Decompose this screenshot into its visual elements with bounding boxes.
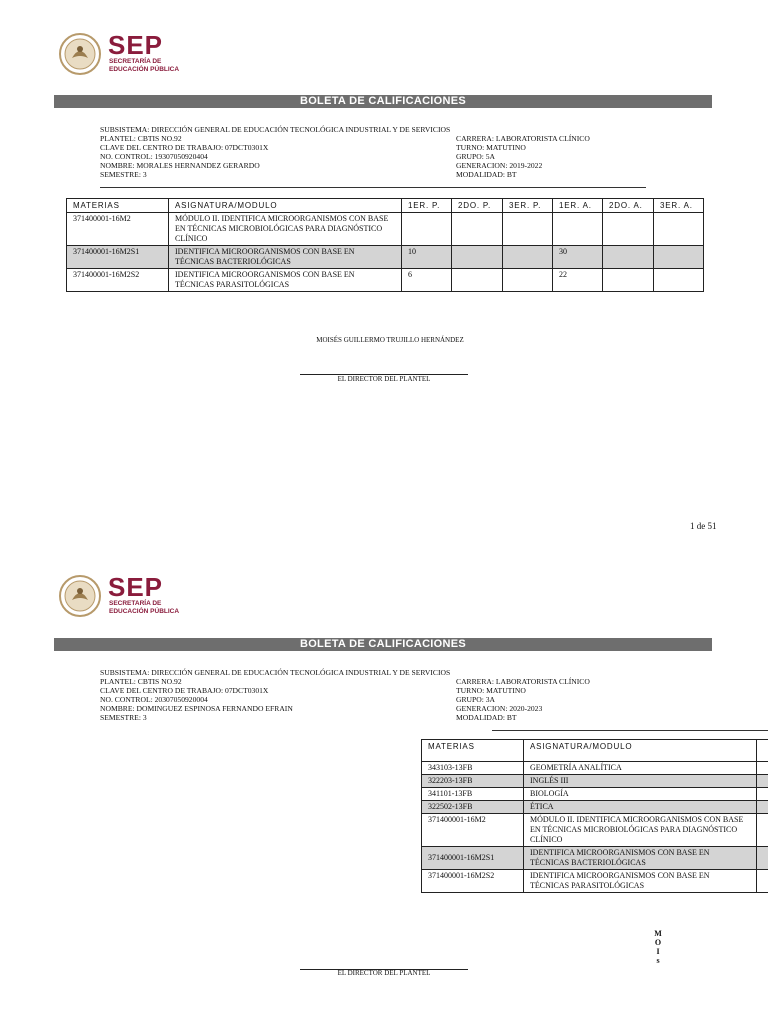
student-info-right	[456, 677, 590, 722]
no-control: NO. CONTROL: 19307050920404	[100, 152, 208, 161]
table-row: 322203-13FB INGLÉS III	[422, 775, 768, 788]
col-header: MATERIAS	[67, 199, 169, 213]
semestre: SEMESTRE: 3	[100, 713, 147, 722]
col-header: 3ER. P.	[503, 199, 553, 213]
col-header: 1ER. A.	[553, 199, 603, 213]
table-row: 371400001-16M2 MÓDULO II. IDENTIFICA MICROORGANISMOS CON BASE EN TÉCNICAS MICROBIOLÓGICAS PARA DIAGNÓSTICO CLÍNICO	[67, 213, 704, 246]
page-number: 1 de 51	[690, 521, 717, 531]
table-header-row	[422, 740, 768, 762]
table-row: 322502-13FB ÉTICA	[422, 801, 768, 814]
table-row: 343103-13FB GEOMETRÍA ANALÍTICA	[422, 762, 768, 775]
table-row: 371400001-16M2S1 IDENTIFICA MICROORGANISMOS CON BASE EN TÉCNICAS BACTERIOLÓGICAS 10 30	[67, 246, 704, 269]
director-name-letters: M O I s	[654, 929, 662, 965]
subsistema: SUBSISTEMA: DIRECCIÓN GENERAL DE EDUCACIÓN TECNOLÓGICA INDUSTRIAL Y DE SERVICIOS	[100, 668, 451, 677]
table-row: 371400001-16M2S2 IDENTIFICA MICROORGANISMOS CON BASE EN TÉCNICAS PARASITOLÓGICAS	[422, 870, 768, 893]
student-info-right	[456, 134, 590, 179]
table-row: 371400001-16M2S1 IDENTIFICA MICROORGANISMOS CON BASE EN TÉCNICAS BACTERIOLÓGICAS	[422, 847, 768, 870]
sep-wordmark: SEP	[108, 572, 164, 602]
table-header-row	[67, 199, 704, 213]
table-clip	[421, 739, 768, 899]
grupo: GRUPO: 3A	[456, 695, 496, 704]
generacion: GENERACION: 2020-2023	[456, 704, 543, 713]
table-row: 341101-13FB BIOLOGÍA	[422, 788, 768, 801]
subsistema: SUBSISTEMA: DIRECCIÓN GENERAL DE EDUCACIÓN TECNOLÓGICA INDUSTRIAL Y DE SERVICIOS	[100, 125, 451, 134]
mexico-seal-icon	[58, 574, 102, 618]
col-header: MATERIAS	[422, 740, 524, 762]
divider-line	[492, 730, 768, 731]
table-row: 371400001-16M2S2 IDENTIFICA MICROORGANISMOS CON BASE EN TÉCNICAS PARASITOLÓGICAS 6 22	[67, 269, 704, 292]
table-row: 371400001-16M2 MÓDULO II. IDENTIFICA MICROORGANISMOS CON BASE EN TÉCNICAS MICROBIOLÓGICAS PARA DIAGNÓSTICO CLÍNICO	[422, 814, 768, 847]
nombre: NOMBRE: MORALES HERNANDEZ GERARDO	[100, 161, 260, 170]
col-header: 3ER. A.	[654, 199, 704, 213]
boleta-title-bar: BOLETA DE CALIFICACIONES	[54, 638, 712, 651]
no-control: NO. CONTROL: 20307050920004	[100, 695, 208, 704]
director-label: EL DIRECTOR DEL PLANTEL	[337, 969, 431, 977]
turno: TURNO: MATUTINO	[456, 143, 526, 152]
sep-subtitle: SECRETARÍA DE EDUCACIÓN PÚBLICA	[109, 58, 180, 73]
modalidad: MODALIDAD: BT	[456, 713, 517, 722]
plantel: PLANTEL: CBTIS NO.92	[100, 134, 182, 143]
sep-wordmark: SEP	[108, 30, 164, 60]
clave-centro: CLAVE DEL CENTRO DE TRABAJO: 07DCT0301X	[100, 686, 269, 695]
divider-line	[100, 187, 646, 188]
generacion: GENERACION: 2019-2022	[456, 161, 543, 170]
student-info-left	[100, 125, 450, 179]
grades-table	[66, 198, 704, 292]
director-label: EL DIRECTOR DEL PLANTEL	[337, 375, 431, 383]
clave-centro: CLAVE DEL CENTRO DE TRABAJO: 07DCT0301X	[100, 143, 269, 152]
sep-subtitle: SECRETARÍA DE EDUCACIÓN PÚBLICA	[109, 600, 180, 615]
carrera: CARRERA: LABORATORISTA CLÍNICO	[456, 134, 590, 143]
student-info-left	[100, 668, 450, 722]
col-header: 2DO. P.	[452, 199, 503, 213]
boleta-title-bar: BOLETA DE CALIFICACIONES	[54, 95, 712, 108]
grupo: GRUPO: 5A	[456, 152, 496, 161]
turno: TURNO: MATUTINO	[456, 686, 526, 695]
grades-table	[421, 739, 768, 893]
modalidad: MODALIDAD: BT	[456, 170, 517, 179]
director-name: MOISÉS GUILLERMO TRUJILLO HERNÁNDEZ	[316, 336, 464, 344]
semestre: SEMESTRE: 3	[100, 170, 147, 179]
col-header: ASIGNATURA/MODULO	[169, 199, 402, 213]
mexico-seal-icon	[58, 32, 102, 76]
sep-logo	[58, 574, 198, 618]
col-header: 1ER. P.	[402, 199, 452, 213]
col-header: ASIGNATURA/MODULO	[524, 740, 757, 762]
nombre: NOMBRE: DOMINGUEZ ESPINOSA FERNANDO EFRAIN	[100, 704, 293, 713]
director-name-vertical	[654, 929, 662, 965]
plantel: PLANTEL: CBTIS NO.92	[100, 677, 182, 686]
sep-logo	[58, 32, 198, 76]
col-header: 2DO. A.	[603, 199, 654, 213]
carrera: CARRERA: LABORATORISTA CLÍNICO	[456, 677, 590, 686]
